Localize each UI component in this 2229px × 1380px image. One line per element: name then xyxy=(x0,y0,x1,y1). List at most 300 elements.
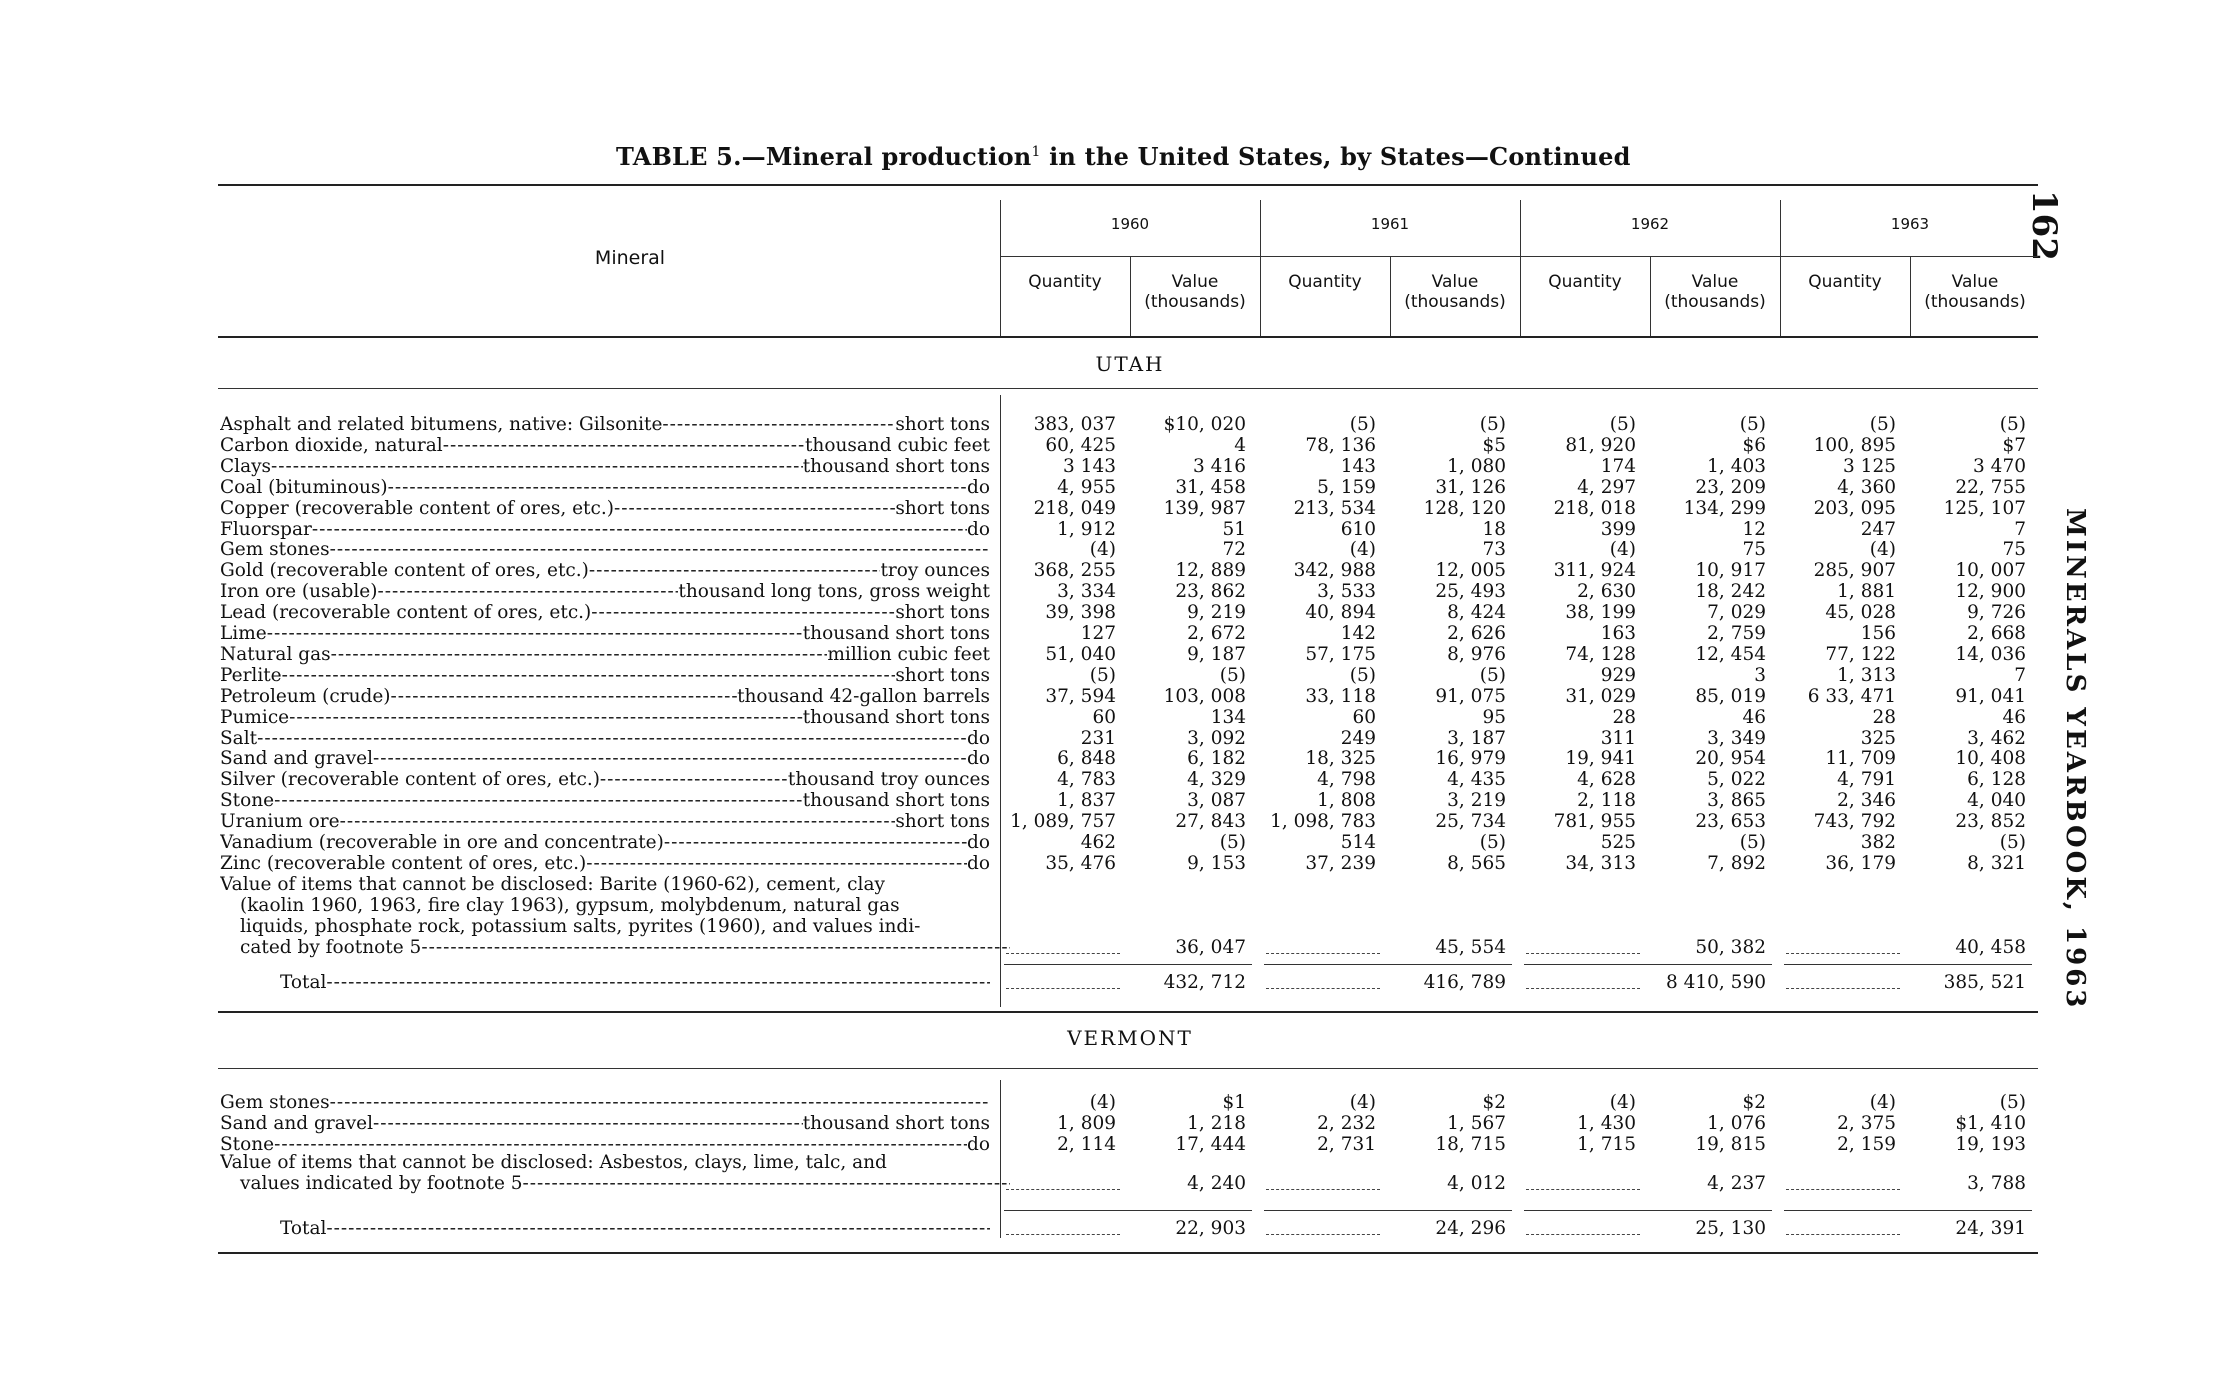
utah-dot-leader xyxy=(391,686,738,707)
utah-dot-leader xyxy=(282,665,896,686)
utah-cell: 2, 668 xyxy=(1967,623,2026,644)
utah-cell: 1, 089, 757 xyxy=(1010,811,1116,833)
utah-cell: (5) xyxy=(1869,414,1896,435)
vermont-undisclosed-last: values indicated by footnote 5 xyxy=(240,1172,523,1194)
utah-cell: 10, 917 xyxy=(1695,560,1766,582)
utah-total-qty-dash xyxy=(1006,988,1120,989)
utah-cell: 2, 759 xyxy=(1707,623,1766,644)
utah-cell: 3, 349 xyxy=(1707,727,1766,749)
utah-cell: 12, 900 xyxy=(1955,581,2026,603)
utah-total-value: 8 410, 590 xyxy=(1665,972,1766,993)
utah-cell: (5) xyxy=(1219,832,1246,853)
utah-cell: 2, 346 xyxy=(1837,790,1896,812)
utah-cell: 4, 955 xyxy=(1057,476,1116,498)
utah-cell: 3, 865 xyxy=(1707,790,1766,812)
vermont-cell: 19, 193 xyxy=(1955,1133,2026,1155)
vermont-dot-leader xyxy=(326,1218,990,1239)
vermont-cell: 2, 232 xyxy=(1317,1112,1376,1134)
utah-cell: 75 xyxy=(2002,539,2026,561)
vermont-cell: 1, 715 xyxy=(1577,1133,1636,1155)
utah-cell: 218, 049 xyxy=(1033,497,1116,519)
section-heading-utah: UTAH xyxy=(1095,352,1165,376)
utah-cell: 23, 209 xyxy=(1695,476,1766,498)
utah-cell: 4, 297 xyxy=(1577,476,1636,498)
utah-row-label xyxy=(220,769,990,790)
utah-cell: 20, 954 xyxy=(1695,748,1766,770)
utah-cell: 38, 199 xyxy=(1565,602,1636,624)
utah-dot-leader xyxy=(274,790,803,811)
utah-cell: (4) xyxy=(1609,539,1636,561)
utah-cell: 3, 334 xyxy=(1057,581,1116,603)
utah-cell: 81, 920 xyxy=(1565,434,1636,456)
utah-unit: short tons xyxy=(895,414,990,435)
year-header-1961: 1961 xyxy=(1370,215,1410,233)
utah-cell: 72 xyxy=(1222,539,1246,561)
utah-cell: 382 xyxy=(1860,832,1896,853)
utah-cell: 781, 955 xyxy=(1553,811,1636,833)
utah-cell: 285, 907 xyxy=(1813,560,1896,582)
utah-dot-leader xyxy=(589,560,881,581)
value-header-1961: Value (thousands) xyxy=(1404,272,1506,312)
utah-cell: 247 xyxy=(1860,518,1896,540)
utah-row-label xyxy=(220,623,990,644)
header-top-rule xyxy=(218,184,2038,186)
utah-unit: troy ounces xyxy=(880,560,990,582)
utah-cell: (5) xyxy=(1349,414,1376,435)
vermont-total-rule xyxy=(1004,1210,1252,1211)
utah-cell: 325 xyxy=(1860,727,1896,749)
utah-cell: 57, 175 xyxy=(1305,643,1376,665)
vermont-cell: $2 xyxy=(1482,1092,1506,1113)
vermont-cell: $1, 410 xyxy=(1955,1112,2026,1134)
utah-cell: 462 xyxy=(1080,832,1116,853)
utah-cell: 4, 791 xyxy=(1837,769,1896,791)
utah-cell: 4, 040 xyxy=(1967,790,2026,812)
utah-cell: 3, 462 xyxy=(1967,727,2026,749)
utah-unit: thousand 42-gallon barrels xyxy=(737,685,990,707)
utah-unit: thousand long tons, gross weight xyxy=(678,581,990,603)
vermont-undisclosed-value: 4, 240 xyxy=(1187,1172,1246,1194)
utah-cell: 8, 321 xyxy=(1967,852,2026,874)
vermont-cell: (4) xyxy=(1609,1092,1636,1113)
vermont-total-text: Total xyxy=(280,1218,327,1239)
utah-row-label xyxy=(220,560,990,581)
utah-cell: 28 xyxy=(1872,706,1896,728)
utah-undisclosed-qty-dash xyxy=(1526,953,1640,954)
utah-cell: (5) xyxy=(1479,664,1506,686)
vermont-total-rule xyxy=(1524,1210,1772,1211)
utah-cell: 46 xyxy=(2002,706,2026,728)
utah-row-label xyxy=(220,477,990,498)
utah-dot-leader xyxy=(257,728,967,749)
utah-cell: 610 xyxy=(1340,518,1376,540)
utah-cell: 35, 476 xyxy=(1045,852,1116,874)
utah-row-label xyxy=(220,665,990,686)
utah-mineral-name: Lead (recoverable content of ores, etc.) xyxy=(220,602,592,624)
utah-cell: 1, 098, 783 xyxy=(1270,811,1376,833)
utah-unit: thousand short tons xyxy=(802,706,990,728)
utah-cell: 23, 862 xyxy=(1175,581,1246,603)
vermont-total-rule xyxy=(1264,1210,1512,1211)
utah-row-label xyxy=(220,832,990,853)
utah-cell: 12, 889 xyxy=(1175,560,1246,582)
vermont-cell: 2, 159 xyxy=(1837,1133,1896,1155)
utah-total-rule xyxy=(1524,964,1772,965)
utah-cell: 4, 783 xyxy=(1057,769,1116,791)
vermont-dot-leader xyxy=(373,1113,803,1134)
utah-cell: (5) xyxy=(1739,832,1766,853)
utah-cell: 36, 179 xyxy=(1825,852,1896,874)
utah-cell: 27, 843 xyxy=(1175,811,1246,833)
utah-cell: 125, 107 xyxy=(1943,497,2026,519)
utah-undisclosed-qty-dash xyxy=(1786,953,1900,954)
utah-cell: 10, 408 xyxy=(1955,748,2026,770)
utah-cell: 28 xyxy=(1612,706,1636,728)
utah-cell: 4, 329 xyxy=(1187,769,1246,791)
utah-cell: 2, 672 xyxy=(1187,623,1246,644)
utah-cell: (5) xyxy=(1999,414,2026,435)
utah-cell: (5) xyxy=(1999,832,2026,853)
utah-mineral-name: Iron ore (usable) xyxy=(220,581,378,603)
year-rule xyxy=(1000,256,2038,257)
utah-row-label xyxy=(220,748,990,769)
utah-cell: 33, 118 xyxy=(1305,685,1376,707)
utah-dot-leader xyxy=(586,853,967,874)
vermont-cell: 1, 218 xyxy=(1187,1112,1246,1134)
utah-cell: 12, 454 xyxy=(1695,643,1766,665)
utah-cell: 77, 122 xyxy=(1825,643,1896,665)
utah-cell: 514 xyxy=(1340,832,1376,853)
utah-mineral-name: Pumice xyxy=(220,706,290,728)
utah-dot-leader xyxy=(614,498,895,519)
utah-cell: 213, 534 xyxy=(1293,497,1376,519)
year-header-1963: 1963 xyxy=(1890,215,1930,233)
utah-total-qty-dash xyxy=(1266,988,1380,989)
utah-cell: 39, 398 xyxy=(1045,602,1116,624)
utah-mineral-name: Fluorspar xyxy=(220,518,312,540)
utah-section-rule xyxy=(218,388,2038,389)
utah-cell: 9, 726 xyxy=(1967,602,2026,624)
vermont-cell: 19, 815 xyxy=(1695,1133,1766,1155)
utah-mineral-name: Petroleum (crude) xyxy=(220,685,391,707)
utah-mineral-name: Uranium ore xyxy=(220,811,340,833)
utah-cell: 4, 798 xyxy=(1317,769,1376,791)
utah-cell: 311, 924 xyxy=(1553,560,1636,582)
utah-cell: 399 xyxy=(1600,518,1636,540)
utah-total-value: 432, 712 xyxy=(1163,972,1246,993)
utah-cell: 1, 808 xyxy=(1317,790,1376,812)
utah-dot-leader xyxy=(664,832,967,853)
utah-cell: 40, 894 xyxy=(1305,602,1376,624)
utah-cell: 128, 120 xyxy=(1423,497,1506,519)
utah-row-label xyxy=(220,811,990,832)
utah-cell: 5, 159 xyxy=(1317,476,1376,498)
utah-cell: 231 xyxy=(1080,727,1116,749)
utah-unit: do xyxy=(967,832,990,853)
vermont-total-value: 24, 391 xyxy=(1955,1218,2026,1239)
vermont-row-label xyxy=(220,1113,990,1134)
utah-cell: 368, 255 xyxy=(1033,560,1116,582)
utah-dot-leader xyxy=(662,414,895,435)
utah-cell: 5, 022 xyxy=(1707,769,1766,791)
utah-cell: 103, 008 xyxy=(1163,685,1246,707)
utah-cell: 6, 182 xyxy=(1187,748,1246,770)
utah-bottom-rule xyxy=(218,1011,2038,1013)
utah-dot-leader xyxy=(591,602,895,623)
utah-cell: 31, 029 xyxy=(1565,685,1636,707)
utah-cell: (4) xyxy=(1089,539,1116,561)
year-header-1960: 1960 xyxy=(1110,215,1150,233)
utah-dot-leader xyxy=(289,707,803,728)
utah-cell: (4) xyxy=(1869,539,1896,561)
utah-unit: short tons xyxy=(895,602,990,624)
utah-cell: 3 416 xyxy=(1193,455,1246,477)
utah-unit: do xyxy=(967,518,990,540)
utah-dot-leader xyxy=(267,623,803,644)
mineral-column-header: Mineral xyxy=(594,247,666,269)
utah-cell: 249 xyxy=(1340,727,1376,749)
utah-unit: thousand cubic feet xyxy=(804,434,990,456)
vermont-cell: 2, 114 xyxy=(1057,1133,1116,1155)
utah-cell: 3 143 xyxy=(1063,455,1116,477)
utah-cell: (5) xyxy=(1479,414,1506,435)
utah-mineral-name: Stone xyxy=(220,790,275,812)
utah-cell: 3 470 xyxy=(1973,455,2026,477)
utah-unit: thousand short tons xyxy=(802,623,990,644)
utah-mineral-name: Clays xyxy=(220,455,272,477)
utah-unit: thousand troy ounces xyxy=(787,769,990,791)
utah-total-text: Total xyxy=(280,972,327,993)
utah-cell: 25, 493 xyxy=(1435,581,1506,603)
utah-cell: 4, 628 xyxy=(1577,769,1636,791)
utah-cell: 18, 325 xyxy=(1305,748,1376,770)
utah-dot-leader xyxy=(373,748,967,769)
utah-cell: 3, 087 xyxy=(1187,790,1246,812)
utah-undisclosed-value: 50, 382 xyxy=(1695,936,1766,958)
utah-dot-leader xyxy=(377,581,678,602)
utah-cell: 60 xyxy=(1352,706,1376,728)
utah-undisclosed-value: 40, 458 xyxy=(1955,936,2026,958)
utah-mineral-name: Salt xyxy=(220,727,258,749)
utah-cell: 18, 242 xyxy=(1695,581,1766,603)
utah-cell: 60 xyxy=(1092,706,1116,728)
utah-cell: (5) xyxy=(1349,664,1376,686)
utah-row-label xyxy=(220,686,990,707)
utah-total-qty-dash xyxy=(1786,988,1900,989)
utah-cell: 100, 895 xyxy=(1813,434,1896,456)
utah-row-label xyxy=(220,602,990,623)
utah-total-rule xyxy=(1264,964,1512,965)
vermont-row-label xyxy=(220,1092,990,1113)
utah-cell: 1, 881 xyxy=(1837,581,1896,603)
vermont-undisclosed-qty-dash xyxy=(1266,1189,1380,1190)
utah-cell: 127 xyxy=(1080,623,1116,644)
utah-cell: 4, 435 xyxy=(1447,769,1506,791)
page-number: 162 xyxy=(2024,190,2064,261)
utah-mineral-name: Silver (recoverable content of ores, etc.) xyxy=(220,769,600,791)
quantity-header-1961: Quantity xyxy=(1288,272,1362,292)
utah-cell: (4) xyxy=(1349,539,1376,561)
utah-row-label xyxy=(220,853,990,874)
utah-cell: 3 xyxy=(1754,664,1766,686)
utah-row-label xyxy=(220,539,990,560)
utah-cell: 342, 988 xyxy=(1293,560,1376,582)
vermont-total-value: 25, 130 xyxy=(1695,1218,1766,1239)
utah-cell: 51, 040 xyxy=(1045,643,1116,665)
utah-cell: 163 xyxy=(1600,623,1636,644)
utah-dot-leader xyxy=(600,769,788,790)
vermont-cell: (4) xyxy=(1089,1092,1116,1113)
utah-cell: 743, 792 xyxy=(1813,811,1896,833)
utah-row-label xyxy=(220,435,990,456)
utah-cell: 143 xyxy=(1340,455,1376,477)
utah-mineral-name: Copper (recoverable content of ores, etc.) xyxy=(220,497,614,519)
vermont-undisclosed-value: 4, 237 xyxy=(1707,1172,1766,1194)
utah-dot-leader xyxy=(388,477,967,498)
utah-cell: 91, 041 xyxy=(1955,685,2026,707)
utah-mineral-name: Carbon dioxide, natural xyxy=(220,434,443,456)
vermont-cell: 1, 430 xyxy=(1577,1112,1636,1134)
utah-cell: 8, 424 xyxy=(1447,602,1506,624)
utah-cell: 142 xyxy=(1340,623,1376,644)
utah-unit: do xyxy=(967,476,990,498)
vermont-total-qty-dash xyxy=(1266,1234,1380,1235)
utah-undisclosed-line: Value of items that cannot be disclosed: Barite (1960-62), cement, clay xyxy=(220,874,885,895)
utah-cell: 134 xyxy=(1210,706,1246,728)
utah-cell: $7 xyxy=(2002,434,2026,456)
vermont-cell: 2, 731 xyxy=(1317,1133,1376,1155)
utah-undisclosed-value: 45, 554 xyxy=(1435,936,1506,958)
utah-cell: 19, 941 xyxy=(1565,748,1636,770)
utah-cell: 37, 594 xyxy=(1045,685,1116,707)
utah-total-rule xyxy=(1004,964,1252,965)
utah-cell: $10, 020 xyxy=(1163,414,1246,435)
utah-cell: 22, 755 xyxy=(1955,476,2026,498)
utah-mineral-name: Sand and gravel xyxy=(220,748,374,770)
vermont-cell: (4) xyxy=(1869,1092,1896,1113)
header-bottom-rule xyxy=(218,336,2038,338)
utah-cell: 78, 136 xyxy=(1305,434,1376,456)
utah-mineral-name: Coal (bituminous) xyxy=(220,476,388,498)
vermont-undisclosed-value: 4, 012 xyxy=(1447,1172,1506,1194)
vermont-undisclosed-qty-dash xyxy=(1006,1189,1120,1190)
utah-cell: 3, 187 xyxy=(1447,727,1506,749)
utah-cell: 95 xyxy=(1482,706,1506,728)
utah-undisclosed-line xyxy=(220,937,1010,958)
utah-row-label xyxy=(220,456,990,477)
utah-undisclosed-qty-dash xyxy=(1006,953,1120,954)
running-title: MINERALS YEARBOOK, 1963 xyxy=(2060,508,2090,1011)
utah-cell: 23, 852 xyxy=(1955,811,2026,833)
vermont-undisclosed-line: Value of items that cannot be disclosed: Asbestos, clays, lime, talc, and xyxy=(220,1152,887,1173)
utah-mineral-name: Zinc (recoverable content of ores, etc.) xyxy=(220,852,587,874)
vermont-cell: 17, 444 xyxy=(1175,1133,1246,1155)
utah-cell: 6, 848 xyxy=(1057,748,1116,770)
section-heading-vermont: VERMONT xyxy=(1067,1026,1193,1050)
vermont-undisclosed-line xyxy=(220,1173,1010,1194)
vermont-total-label xyxy=(280,1218,990,1239)
utah-cell: 31, 126 xyxy=(1435,476,1506,498)
utah-mineral-name: Vanadium (recoverable in ore and concentrate) xyxy=(220,832,664,853)
utah-row-label xyxy=(220,707,990,728)
utah-cell: 91, 075 xyxy=(1435,685,1506,707)
utah-cell: 25, 734 xyxy=(1435,811,1506,833)
utah-cell: 6, 128 xyxy=(1967,769,2026,791)
vermont-total-value: 24, 296 xyxy=(1435,1218,1506,1239)
utah-cell: 7 xyxy=(2014,518,2026,540)
utah-unit: short tons xyxy=(895,497,990,519)
utah-dot-leader xyxy=(312,519,967,540)
vermont-mineral-name: Gem stones xyxy=(220,1092,330,1113)
utah-cell: 34, 313 xyxy=(1565,852,1636,874)
vermont-cell: (5) xyxy=(1999,1092,2026,1113)
utah-cell: 3, 533 xyxy=(1317,581,1376,603)
utah-total-value: 385, 521 xyxy=(1943,972,2026,993)
vermont-unit: do xyxy=(967,1133,990,1155)
utah-cell: 75 xyxy=(1742,539,1766,561)
utah-cell: 1, 080 xyxy=(1447,455,1506,477)
utah-cell: 3 125 xyxy=(1843,455,1896,477)
vermont-section-rule xyxy=(218,1068,2038,1069)
utah-mineral-name: Lime xyxy=(220,623,267,644)
utah-cell: 1, 403 xyxy=(1707,455,1766,477)
utah-row-label xyxy=(220,790,990,811)
vermont-cell: $2 xyxy=(1742,1092,1766,1113)
utah-dot-leader xyxy=(326,972,990,993)
utah-cell: 2, 630 xyxy=(1577,581,1636,603)
utah-cell: 8, 976 xyxy=(1447,643,1506,665)
utah-cell: 203, 095 xyxy=(1813,497,1896,519)
utah-undisclosed-line: (kaolin 1960, 1963, fire clay 1963), gypsum, molybdenum, natural gas xyxy=(240,894,900,916)
utah-cell: 4 xyxy=(1234,434,1246,456)
utah-cell: 23, 653 xyxy=(1695,811,1766,833)
utah-unit: do xyxy=(967,748,990,770)
utah-cell: 8, 565 xyxy=(1447,852,1506,874)
utah-cell: 31, 458 xyxy=(1175,476,1246,498)
utah-undisclosed-last: cated by footnote 5 xyxy=(240,936,422,958)
vermont-undisclosed-value: 3, 788 xyxy=(1967,1172,2026,1194)
value-header-1963: Value (thousands) xyxy=(1924,272,2026,312)
vermont-cell: 1, 076 xyxy=(1707,1112,1766,1134)
utah-cell: (5) xyxy=(1479,832,1506,853)
vermont-cell: $1 xyxy=(1222,1092,1246,1113)
vermont-dot-leader xyxy=(330,1092,990,1113)
utah-unit: thousand short tons xyxy=(802,455,990,477)
utah-cell: (5) xyxy=(1089,664,1116,686)
utah-row-label xyxy=(220,728,990,749)
utah-cell: 311 xyxy=(1600,727,1636,749)
vermont-unit: thousand short tons xyxy=(802,1112,990,1134)
vermont-undisclosed-qty-dash xyxy=(1526,1189,1640,1190)
utah-mineral-name: Perlite xyxy=(220,664,282,686)
utah-cell: 383, 037 xyxy=(1033,414,1116,435)
utah-cell: 7, 029 xyxy=(1707,602,1766,624)
vermont-mineral-name: Stone xyxy=(220,1133,275,1155)
vermont-total-rule xyxy=(1784,1210,2032,1211)
utah-cell: 12 xyxy=(1742,518,1766,540)
quantity-header-1960: Quantity xyxy=(1028,272,1102,292)
utah-row-label xyxy=(220,581,990,602)
utah-dot-leader xyxy=(330,539,990,560)
vermont-total-qty-dash xyxy=(1786,1234,1900,1235)
utah-unit: million cubic feet xyxy=(827,643,990,665)
utah-cell: (5) xyxy=(1219,664,1246,686)
utah-cell: 45, 028 xyxy=(1825,602,1896,624)
vermont-cell: 1, 567 xyxy=(1447,1112,1506,1134)
utah-cell: 7, 892 xyxy=(1707,852,1766,874)
value-header-1960: Value (thousands) xyxy=(1144,272,1246,312)
utah-undisclosed-line: liquids, phosphate rock, potassium salts, pyrites (1960), and values indi- xyxy=(240,915,921,937)
